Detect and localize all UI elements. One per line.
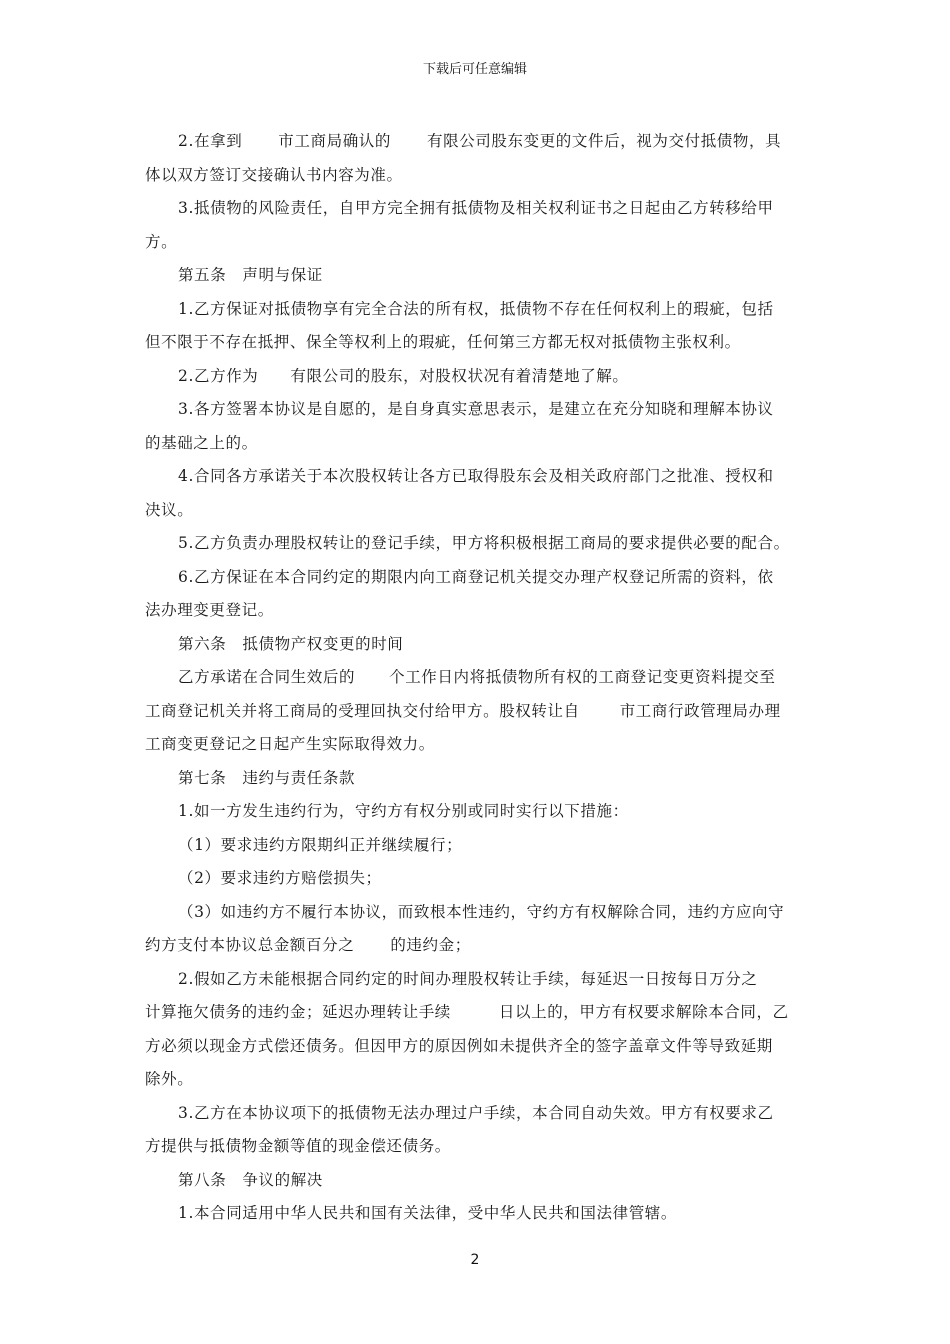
text-segment: 方提供与抵债物金额等值的现金偿还债务。 [145, 1137, 451, 1155]
text-segment: 工商变更登记之日起产生实际取得效力。 [145, 735, 435, 753]
paragraph-registration-materials [145, 561, 810, 628]
paragraph-remedy-2: （2）要求违约方赔偿损失； [178, 869, 382, 887]
paragraph-ownership-warranty [145, 293, 810, 360]
page-number: 2 [470, 1252, 480, 1268]
paragraph-transfer-failure [145, 1097, 810, 1164]
paragraph-registration-procedure: 5.乙方负责办理股权转让的登记手续，甲方将积极根据工商局的要求提供必要的配合。 [178, 534, 790, 552]
text-segment: 但不限于不存在抵押、保全等权利上的瑕疵，任何第三方都无权对抵债物主张权利。 [145, 333, 741, 351]
text-segment: 3.抵债物的风险责任，自甲方完全拥有抵债物及相关权利证书之日起由乙方转移给甲 [178, 199, 774, 217]
paragraph-remedies-intro: 1.如一方发生违约行为，守约方有权分别或同时实行以下措施： [178, 802, 629, 820]
text-segment: 6.乙方保证在本合同约定的期限内向工商登记机关提交办理产权登记所需的资料，依 [178, 567, 774, 586]
text-segment: 乙方承诺在合同生效后的 [178, 668, 356, 686]
paragraph-risk-transfer [145, 192, 810, 259]
text-segment: 除外。 [145, 1070, 194, 1088]
article-5-heading: 第五条 声明与保证 [178, 266, 323, 284]
paragraph-remedy-3 [145, 896, 810, 963]
text-segment: 法办理变更登记。 [145, 601, 274, 619]
text-segment: 2.在拿到 [178, 132, 243, 150]
text-segment: 市工商行政管理局办理 [619, 701, 781, 720]
page-header: 下载后可任意编辑 [422, 62, 527, 77]
text-segment: 2.乙方作为 [178, 366, 259, 385]
paragraph-remedy-1: （1）要求违约方限期纠正并继续履行； [178, 835, 463, 854]
text-segment: 计算拖欠债务的违约金；延迟办理转让手续 [145, 1003, 451, 1021]
text-segment: 有限公司股东变更的文件后，视为交付抵债物，具 [427, 132, 782, 150]
text-segment: （3）如违约方不履行本协议，而致根本性违约，守约方有权解除合同，违约方应向守 [178, 902, 785, 921]
document-body [145, 125, 810, 1231]
article-8-heading: 第八条 争议的解决 [178, 1170, 323, 1189]
text-segment: 2.假如乙方未能根据合同约定的时间办理股权转让手续，每延迟一日按每日万分之 [178, 969, 758, 988]
text-segment: 1.乙方保证对抵债物享有完全合法的所有权，抵债物不存在任何权利上的瑕疵，包括 [178, 299, 774, 318]
paragraph-delay-penalty [145, 963, 810, 1097]
paragraph-delivery-confirmation [145, 125, 810, 192]
text-segment: 方必须以现金方式偿还债务。但因甲方的原因例如未提供齐全的签字盖章文件等导致延期 [145, 1036, 773, 1055]
paragraph-governing-law: 1.本合同适用中华人民共和国有关法律，受中华人民共和国法律管辖。 [178, 1204, 677, 1222]
text-segment: 的违约金； [390, 936, 471, 954]
paragraph-approvals [145, 460, 810, 527]
text-segment: 约方支付本协议总金额百分之 [145, 936, 355, 954]
text-segment: 3.各方签署本协议是自愿的，是自身真实意思表示，是建立在充分知晓和理解本协议 [178, 400, 774, 418]
article-6-heading: 第六条 抵债物产权变更的时间 [178, 634, 404, 653]
text-segment: 方。 [145, 232, 178, 251]
text-segment: 日以上的，甲方有权要求解除本合同，乙 [498, 1003, 789, 1021]
text-segment: 的基础之上的。 [145, 433, 258, 452]
text-segment: 市工商局确认的 [278, 132, 391, 150]
text-segment: 有限公司的股东，对股权状况有着清楚地了解。 [290, 366, 629, 385]
paragraph-shareholder-status [145, 360, 810, 394]
text-segment: 工商登记机关并将工商局的受理回执交付给甲方。股权转让自 [145, 701, 580, 720]
paragraph-transfer-timing [145, 661, 810, 762]
text-segment: 3.乙方在本协议项下的抵债物无法办理过户手续，本合同自动失效。甲方有权要求乙 [178, 1103, 774, 1122]
paragraph-voluntary-signing [145, 393, 810, 460]
text-segment: 个工作日内将抵债物所有权的工商登记变更资料提交至 [389, 668, 776, 686]
text-segment: 4.合同各方承诺关于本次股权转让各方已取得股东会及相关政府部门之批准、授权和 [178, 467, 774, 485]
article-7-heading: 第七条 违约与责任条款 [178, 768, 356, 787]
text-segment: 体以双方签订交接确认书内容为准。 [145, 165, 403, 184]
text-segment: 决议。 [145, 500, 194, 519]
